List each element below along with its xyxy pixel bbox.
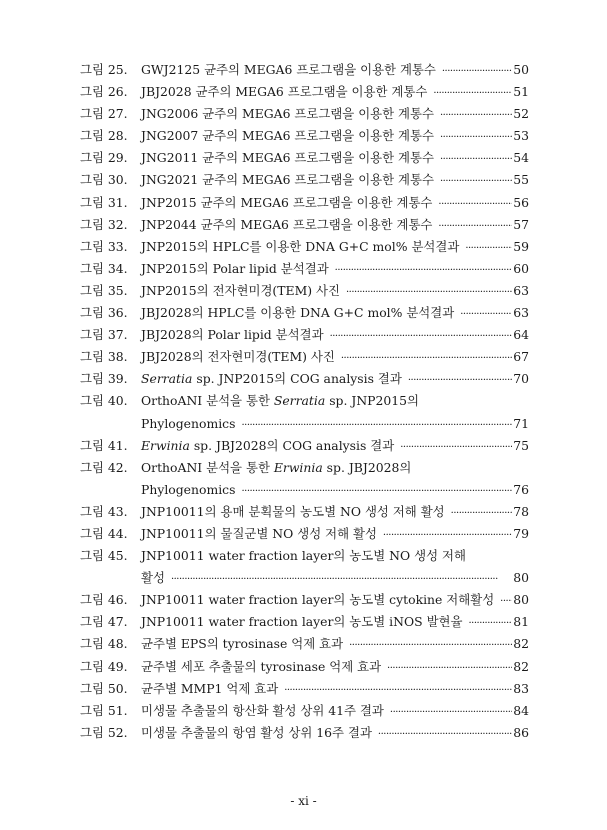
page-number: 64 [513,327,529,343]
figure-title [141,147,434,169]
dot-leader [335,260,513,282]
italic-genus-name: Serratia [273,393,326,409]
entry-continuation-line [80,567,529,589]
title-text: JNP2015의 전자현미경(TEM) 사진 [141,282,340,298]
title-text: sp. JBJ2028의 [322,459,412,475]
figure-title [141,413,235,435]
title-text: JBJ2028의 Polar lipid 분석결과 [141,327,324,343]
dot-leader [241,481,512,503]
figure-number: 그림 40. [80,393,128,409]
entry-line [80,368,529,390]
figure-number: 그림 33. [80,238,128,254]
figure-title [141,103,434,125]
page-number: 83 [513,680,529,696]
figure-title [141,324,324,346]
figure-number: 그림 41. [80,437,128,453]
page-number: 59 [513,238,529,254]
dot-leader [500,591,512,613]
entry-line [80,147,529,169]
figure-number: 그림 43. [80,503,128,519]
page-number: 55 [513,172,529,188]
page-number: 76 [513,481,529,497]
entry-line [80,169,529,191]
dot-leader [400,437,512,459]
title-text: JNG2006 균주의 MEGA6 프로그램을 이용한 계통수 [141,106,434,122]
toc-entry [80,501,529,523]
page-number: 82 [513,658,529,674]
title-text: sp. JNP2015의 [325,393,420,409]
dot-leader [468,613,512,635]
figure-number: 그림 27. [80,106,128,122]
page-number: 75 [513,437,529,453]
toc-entry [80,236,529,258]
figure-number: 그림 42. [80,459,128,475]
title-text: JNP10011 water fraction layer의 농도별 iNOS 발현율 [141,614,463,630]
toc-entry [80,722,529,744]
entry-line [80,501,529,523]
dot-leader [341,348,512,370]
title-text: JNP10011의 용매 분획물의 농도별 NO 생성 저해 활성 [141,503,445,519]
toc-entry [80,589,529,611]
figure-title [141,633,343,655]
title-text: JNP2015의 HPLC를 이용한 DNA G+C mol% 분석결과 [141,238,460,254]
figure-title [141,435,394,457]
toc-entry [80,435,529,457]
entry-line [80,678,529,700]
dot-leader [408,370,512,392]
figure-title [141,368,402,390]
figure-title [141,125,434,147]
entry-line [80,346,529,368]
toc-entry [80,346,529,368]
figure-number: 그림 31. [80,194,128,210]
entry-line [80,59,529,81]
entry-continuation-line [80,479,529,501]
dot-leader [383,525,512,547]
toc-entry [80,280,529,302]
toc-entry [80,302,529,324]
dot-leader [171,569,512,591]
toc-entry [80,656,529,678]
figure-number: 그림 47. [80,614,128,630]
figure-title [141,169,434,191]
dot-leader [438,194,512,216]
page-number: 51 [513,84,529,100]
title-text: 미생물 추출물의 항염 활성 상위 16주 결과 [141,724,372,740]
figure-number: 그림 50. [80,680,128,696]
page-number: 63 [513,282,529,298]
figure-number: 그림 26. [80,84,128,100]
page-number: 57 [513,216,529,232]
entry-line [80,700,529,722]
figure-title [141,700,384,722]
entry-line [80,523,529,545]
page-number-footer: - xi - [290,794,317,808]
figure-title [141,59,436,81]
figure-number: 그림 45. [80,548,128,564]
toc-entry [80,169,529,191]
toc-entry [80,700,529,722]
dot-leader [284,680,512,702]
entry-line [80,280,529,302]
figure-title [141,611,462,633]
figure-number: 그림 49. [80,658,128,674]
toc-entry [80,457,529,501]
toc-entry [80,147,529,169]
figure-number: 그림 25. [80,62,128,77]
dot-leader [433,83,512,105]
page-number: 71 [513,415,529,431]
figure-title [141,236,459,258]
dot-leader [330,326,513,348]
title-text: 균주별 세포 추출물의 tyrosinase 억제 효과 [141,658,382,674]
entry-line [80,722,529,744]
figure-number: 그림 35. [80,282,128,298]
figure-title [141,390,419,412]
page-number: 67 [513,349,529,365]
title-text: Phylogenomics [141,415,236,431]
figure-number: 그림 48. [80,636,128,652]
title-text: JNP10011 water fraction layer의 농도별 NO 생성 저해 [141,548,466,564]
title-text: JNP2015의 Polar lipid 분석결과 [141,260,329,276]
toc-entry [80,103,529,125]
page-number: 50 [513,62,529,77]
toc-entry [80,390,529,434]
figure-title [141,656,381,678]
toc-entry [80,214,529,236]
title-text: 미생물 추출물의 항산화 활성 상위 41주 결과 [141,702,384,718]
dot-leader [465,238,512,260]
toc-entry [80,59,529,81]
figure-title [141,457,411,479]
figure-number: 그림 30. [80,172,128,188]
figure-title [141,192,432,214]
entry-line [80,214,529,236]
figure-title [141,479,235,501]
figure-number: 그림 28. [80,128,128,144]
toc-entry [80,545,529,589]
figure-title [141,567,165,589]
page-number: 86 [513,724,529,740]
dot-leader [440,149,512,171]
title-text: JNP2044 균주의 MEGA6 프로그램을 이용한 계통수 [141,216,433,232]
page-number: 80 [513,570,529,586]
title-text: JBJ2028의 HPLC를 이용한 DNA G+C mol% 분석결과 [141,305,455,321]
entry-line [80,192,529,214]
page-number: 79 [513,525,529,541]
page-number: 78 [513,503,529,519]
figure-title [141,523,377,545]
figure-number: 그림 51. [80,702,128,718]
dot-leader [451,503,513,525]
toc-entry [80,523,529,545]
figure-number: 그림 37. [80,327,128,343]
entry-line [80,589,529,611]
entry-line [80,435,529,457]
entry-line [80,302,529,324]
dot-leader [387,658,512,680]
page-number: 80 [513,592,529,608]
page-number: 60 [513,260,529,276]
toc-entry [80,633,529,655]
title-text: 활성 [141,570,165,586]
title-text: OrthoANI 분석을 통한 [141,459,274,475]
title-text: JNG2011 균주의 MEGA6 프로그램을 이용한 계통수 [141,150,434,166]
italic-genus-name: Erwinia [141,437,190,453]
figure-list [80,59,529,744]
figure-number: 그림 29. [80,150,128,166]
title-text: JNG2007 균주의 MEGA6 프로그램을 이용한 계통수 [141,128,434,144]
page-number: 56 [513,194,529,210]
dot-leader [440,171,512,193]
title-text: 균주별 EPS의 tyrosinase 억제 효과 [141,636,344,652]
toc-entry [80,324,529,346]
dot-leader [346,282,512,304]
entry-line [80,545,529,567]
dot-leader [440,127,512,149]
figure-number: 그림 38. [80,349,128,365]
entry-line [80,656,529,678]
figure-title [141,302,454,324]
title-text: JNG2021 균주의 MEGA6 프로그램을 이용한 계통수 [141,172,434,188]
entry-continuation-line [80,413,529,435]
entry-line [80,125,529,147]
dot-leader [241,415,512,437]
page-number: 63 [513,305,529,321]
toc-entry [80,258,529,280]
title-text: sp. JNP2015의 COG analysis 결과 [192,371,402,387]
page-number: 81 [513,614,529,630]
entry-line [80,633,529,655]
figure-title [141,346,335,368]
toc-entry [80,192,529,214]
figure-title [141,501,445,523]
page-number: 52 [513,106,529,122]
figure-title [141,722,372,744]
figure-number: 그림 52. [80,724,128,740]
title-text: JBJ2028의 전자현미경(TEM) 사진 [141,349,335,365]
entry-line [80,236,529,258]
toc-entry [80,611,529,633]
figure-title [141,258,329,280]
title-text: JNP2015 균주의 MEGA6 프로그램을 이용한 계통수 [141,194,433,210]
entry-line [80,103,529,125]
figure-title [141,81,427,103]
page-number: 84 [513,702,529,718]
page-number: 54 [513,150,529,166]
figure-number: 그림 36. [80,305,128,321]
toc-entry [80,81,529,103]
italic-genus-name: Erwinia [273,459,323,475]
figure-title [141,678,278,700]
dot-leader [442,61,512,83]
figure-title [141,589,494,611]
dot-leader [440,105,512,127]
page-number: 70 [513,371,529,387]
italic-genus-name: Serratia [141,371,193,387]
dot-leader [349,635,512,657]
figure-title [141,214,432,236]
entry-line [80,390,529,412]
figure-title [141,280,340,302]
page-number: 82 [513,636,529,652]
toc-entry [80,678,529,700]
page-number: 53 [513,128,529,144]
title-text: JNP10011 water fraction layer의 농도별 cytokine 저해활성 [141,592,495,608]
figure-number: 그림 32. [80,216,128,232]
dot-leader [438,216,512,238]
toc-entry [80,368,529,390]
dot-leader [390,702,512,724]
dot-leader [378,724,512,746]
title-text: JNP10011의 물질군별 NO 생성 저해 활성 [141,525,377,541]
title-text: sp. JBJ2028의 COG analysis 결과 [189,437,395,453]
entry-line [80,81,529,103]
figure-number: 그림 39. [80,371,128,387]
figure-title [141,545,466,567]
title-text: Phylogenomics [141,481,236,497]
toc-entry [80,125,529,147]
entry-line [80,324,529,346]
title-text: GWJ2125 균주의 MEGA6 프로그램을 이용한 계통수 [141,62,436,77]
figure-number: 그림 34. [80,260,128,276]
entry-line [80,258,529,280]
figure-number: 그림 44. [80,525,128,541]
title-text: 균주별 MMP1 억제 효과 [141,680,279,696]
figure-number: 그림 46. [80,592,128,608]
entry-line [80,457,529,479]
title-text: OrthoANI 분석을 통한 [141,393,274,409]
entry-line [80,611,529,633]
dot-leader [460,304,512,326]
title-text: JBJ2028 균주의 MEGA6 프로그램을 이용한 계통수 [141,84,428,100]
